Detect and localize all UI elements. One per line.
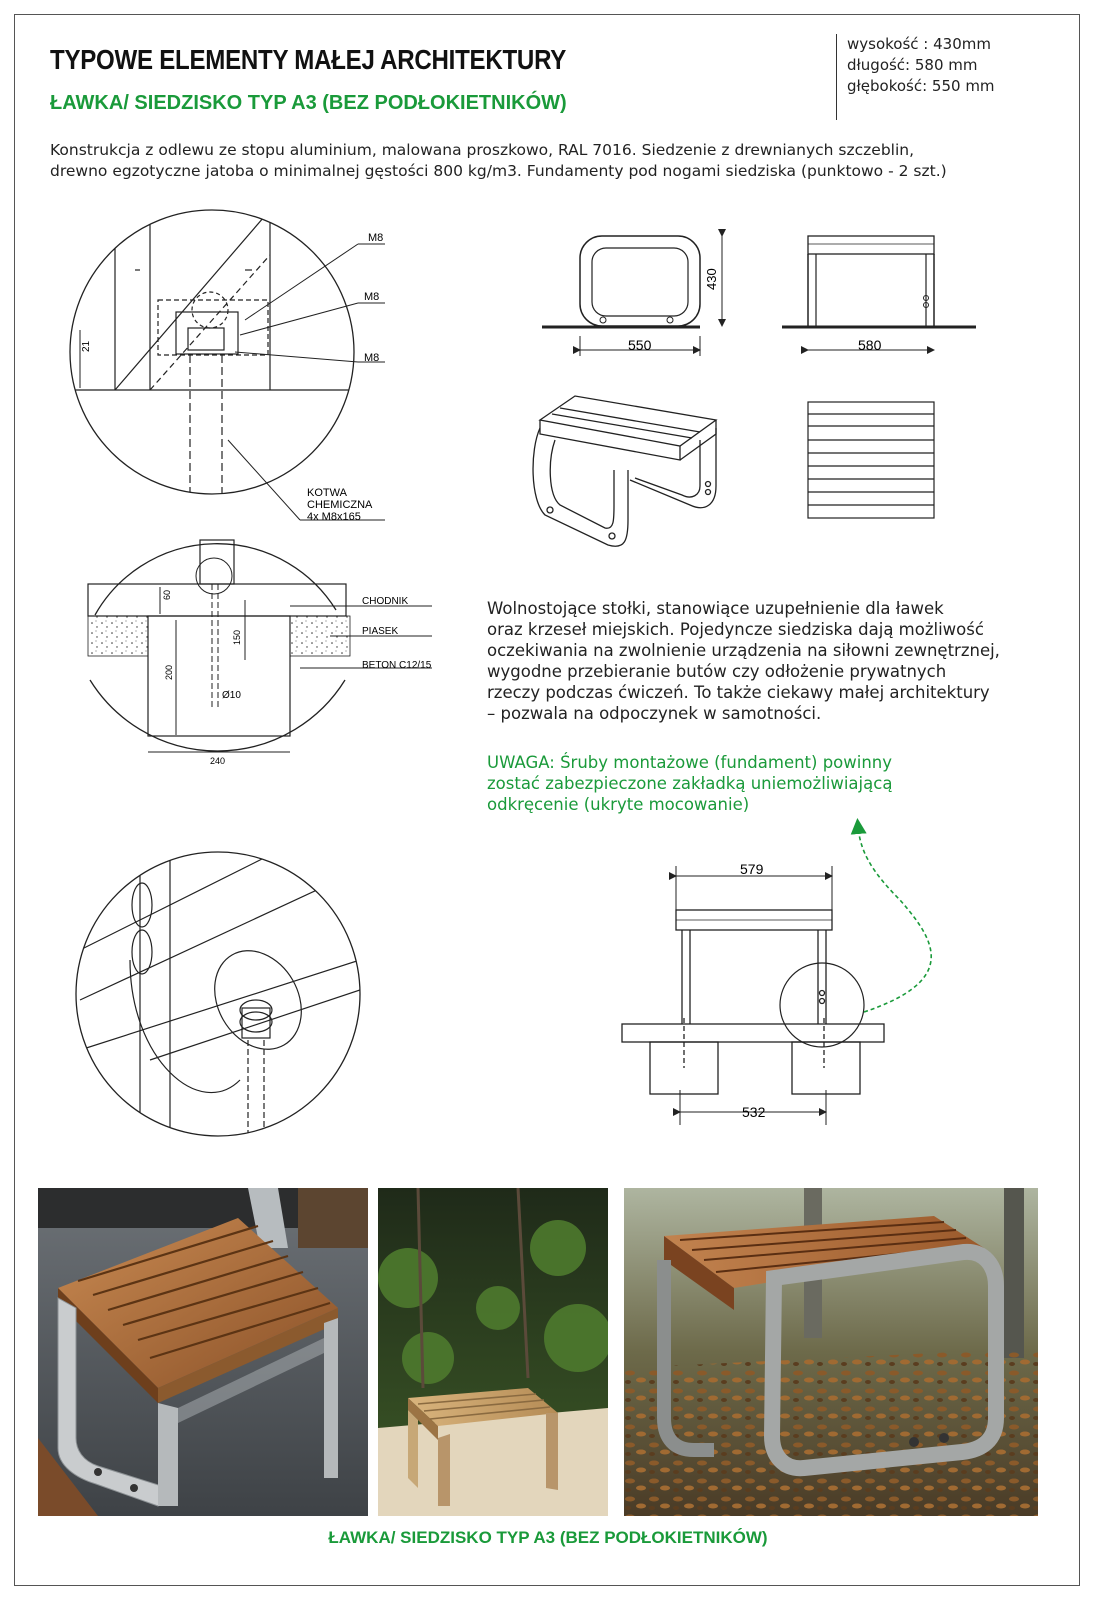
page-subtitle: ŁAWKA/ SIEDZISKO TYP A3 (BEZ PODŁOKIETNIKÓW): [50, 92, 567, 114]
paragraph-line: wygodne przebieranie butów czy odłożenie prywatnych: [487, 662, 947, 681]
anchor-label: CHEMICZNA: [307, 499, 373, 511]
paragraph-line: oraz krzeseł miejskich. Pojedyncze siedziska dają możliwość: [487, 620, 984, 639]
dim-length: 580: [858, 337, 882, 353]
description-line: Konstrukcja z odlewu ze stopu aluminium, malowana proszkowo, RAL 7016. Siedzenie z drewnianych szczeblin,: [50, 141, 915, 159]
footer-caption: ŁAWKA/ SIEDZISKO TYP A3 (BEZ PODŁOKIETNIKÓW): [328, 1528, 768, 1547]
label-m8: M8: [364, 291, 380, 303]
dim-21: 21: [81, 340, 92, 352]
dim-height: 430: [704, 268, 719, 290]
anchor-label: KOTWA: [307, 487, 347, 499]
paragraph-line: oczekiwania na zwolnienie urządzenia na siłowni zewnętrznej,: [487, 641, 1000, 660]
paragraph-line: rzeczy podczas ćwiczeń. To także ciekawy małej architektury: [487, 683, 990, 702]
dimension-height: wysokość : 430mm: [847, 35, 991, 53]
label-m8: M8: [368, 232, 384, 244]
dim-150: 150: [232, 629, 242, 645]
dimension-depth: głębokość: 550 mm: [847, 77, 995, 95]
dim-240: 240: [210, 756, 226, 766]
elevation-view: [622, 866, 884, 1125]
perspective-view: [533, 396, 716, 546]
detail-perspective-circle: [76, 850, 360, 1140]
dim-depth: 550: [628, 337, 652, 353]
foundation-section: [88, 540, 432, 766]
side-view: [782, 236, 976, 350]
detail-bolt-circle: [70, 210, 385, 523]
description-line: drewno egzotyczne jatoba o minimalnej gęstości 800 kg/m3. Fundamenty pod nogami siedziska (punktowo - 2 szt.): [50, 162, 947, 180]
top-view: [808, 402, 934, 518]
photo-garden: [378, 1188, 608, 1516]
dim-width-bottom: 532: [742, 1104, 766, 1120]
paragraph-line: Wolnostojące stołki, stanowiące uzupełnienie dla ławek: [487, 599, 944, 618]
warning-line: zostać zabezpieczone zakładką uniemożliwiającą: [487, 774, 893, 793]
label-piasek: PIASEK: [362, 626, 399, 637]
dim-60: 60: [162, 589, 172, 600]
label-beton: BETON C12/15: [362, 660, 432, 671]
paragraph-line: – pozwala na odpoczynek w samotności.: [487, 704, 822, 723]
label-m8: M8: [364, 352, 380, 364]
description-paragraph: [487, 598, 1047, 724]
photo-leaves: [624, 1188, 1038, 1516]
page-title: TYPOWE ELEMENTY MAŁEJ ARCHITEKTURY: [50, 44, 567, 75]
dim-width-top: 579: [740, 861, 764, 877]
dim-200: 200: [164, 664, 174, 680]
warning-line: odkręcenie (ukryte mocowanie): [487, 795, 750, 814]
warning-note: [487, 752, 927, 815]
anchor-label: 4x M8x165: [307, 511, 361, 523]
dimension-length: długość: 580 mm: [847, 56, 978, 74]
warning-line: UWAGA: Śruby montażowe (fundament) powinny: [487, 753, 893, 772]
photo-indoor: [38, 1188, 368, 1516]
callout-arrow: [858, 826, 931, 1012]
dim-diameter: Ø10: [222, 690, 241, 701]
label-chodnik: CHODNIK: [362, 596, 409, 607]
